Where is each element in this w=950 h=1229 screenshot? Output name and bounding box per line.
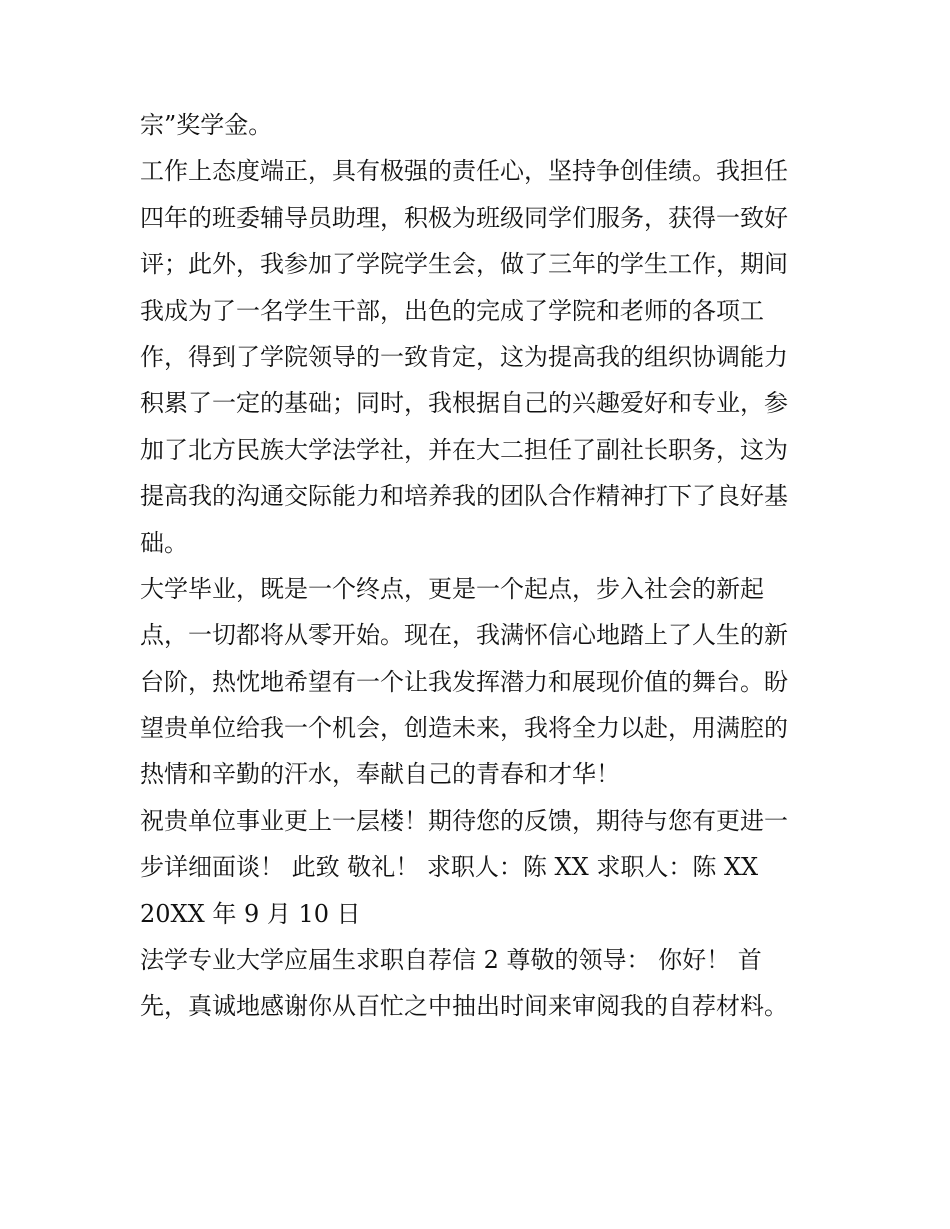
text-line-8: 加了北方民族大学法学社，并在大二担任了副社长职务，这为 — [140, 435, 788, 464]
text-line-5: 我成为了一名学生干部，出色的完成了学院和老师的各项工 — [140, 296, 764, 325]
text-line-19: 法学专业大学应届生求职自荐信 2 尊敬的领导： 你好！ 首 — [140, 946, 762, 975]
text-line-7: 积累了一定的基础；同时，我根据自己的兴趣爱好和专业，参 — [140, 389, 788, 418]
text-line-14: 望贵单位给我一个机会，创造未来，我将全力以赴，用满腔的 — [140, 714, 788, 743]
text-line-13: 台阶，热忱地希望有一个让我发挥潜力和展现价值的舞台。盼 — [140, 667, 788, 696]
text-line-16: 祝贵单位事业更上一层楼！期待您的反馈，期待与您有更进一 — [140, 806, 788, 835]
text-line-17: 步详细面谈！ 此致 敬礼！ 求职人：陈 XX 求职人：陈 XX — [140, 853, 759, 882]
letter-body — [140, 102, 820, 1030]
text-line-15: 热情和辛勤的汗水，奉献自己的青春和才华！ — [140, 760, 620, 789]
text-line-20: 先，真诚地感谢你从百忙之中抽出时间来审阅我的自荐材料。 — [140, 992, 788, 1021]
text-line-9: 提高我的沟通交际能力和培养我的团队合作精神打下了良好基 — [140, 482, 788, 511]
text-line-11: 大学毕业，既是一个终点，更是一个起点，步入社会的新起 — [140, 574, 764, 603]
text-line-3: 四年的班委辅导员助理，积极为班级同学们服务，获得一致好 — [140, 203, 788, 232]
text-line-12: 点，一切都将从零开始。现在，我满怀信心地踏上了人生的新 — [140, 621, 788, 650]
date-line: 20XX 年 9 月 10 日 — [140, 899, 361, 928]
text-line-4: 评；此外，我参加了学院学生会，做了三年的学生工作，期间 — [140, 250, 788, 279]
text-line-6: 作，得到了学院领导的一致肯定，这为提高我的组织协调能力 — [140, 342, 788, 371]
text-line-10: 础。 — [140, 528, 188, 557]
text-line-2: 工作上态度端正，具有极强的责任心，坚持争创佳绩。我担任 — [140, 157, 788, 186]
text-line-1: 宗”奖学金。 — [140, 111, 273, 139]
